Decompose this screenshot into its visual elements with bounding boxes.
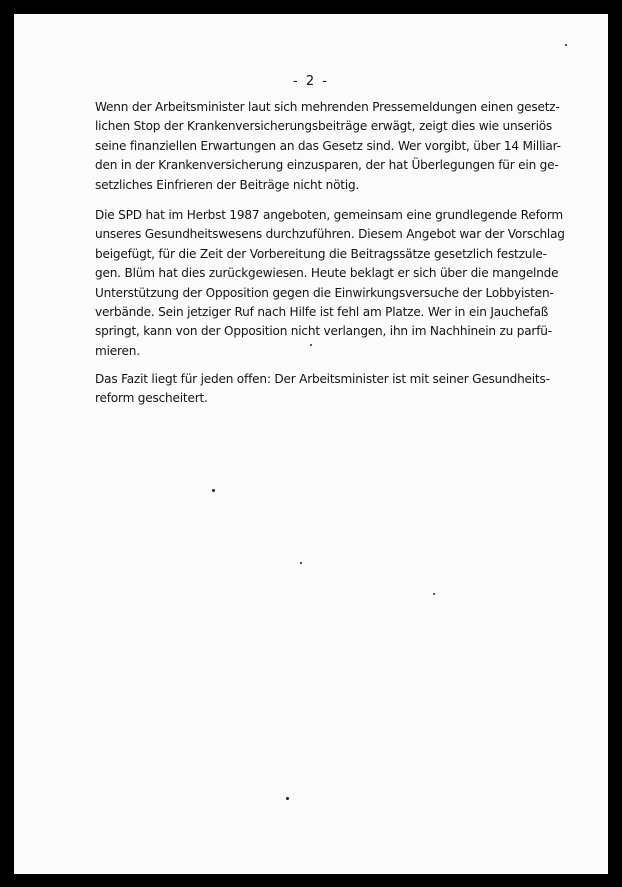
text-line: Wenn der Arbeitsminister laut sich mehrenden Pressemeldungen einen gesetz- [95, 100, 560, 114]
text-line: unseres Gesundheitswesens durchzuführen. Diesem Angebot war der Vorschlag [95, 227, 565, 242]
scan-speck [565, 44, 567, 46]
text-line: beigefügt, für die Zeit der Vorbereitung die Beitragssätze gesetzlich festzule- [95, 246, 547, 261]
text-line: seine finanziellen Erwartungen an das Gesetz sind. Wer vorgibt, über 14 Milliar- [95, 138, 561, 153]
text-line: springt, kann von der Opposition nicht verlangen, ihn im Nachhinein zu parfü- [95, 324, 552, 339]
text-line: Das Fazit liegt für jeden offen: Der Arbeitsminister ist mit seiner Gesundheits- [95, 372, 550, 386]
scan-speck [300, 562, 302, 564]
text-line: Unterstützung der Opposition gegen die Einwirkungsversuche der Lobbyisten- [95, 285, 554, 300]
text-line: mieren. [95, 343, 140, 358]
scan-speck [433, 593, 435, 595]
paragraph-1 [95, 98, 561, 195]
scan-speck [212, 489, 215, 492]
text-line: verbände. Sein jetziger Ruf nach Hilfe ist fehl am Platze. Wer in ein Jauchefaß [95, 305, 549, 320]
text-line: setzliches Einfrieren der Beiträge nicht nötig. [95, 177, 360, 192]
text-line: den in der Krankenversicherung einzusparen, der hat Überlegungen für ein ge- [95, 158, 559, 173]
scan-speck [286, 797, 289, 800]
scan-speck [310, 344, 312, 346]
text-line: lichen Stop der Krankenversicherungsbeiträge erwägt, zeigt dies wie unseriös [95, 119, 553, 134]
page-number: - 2 - [293, 74, 329, 89]
paragraph-3 [95, 370, 555, 409]
paragraph-2 [95, 206, 565, 361]
document-page [14, 14, 608, 874]
text-line: reform gescheitert. [95, 391, 208, 406]
text-line: gen. Blüm hat dies zurückgewiesen. Heute beklagt er sich über die mangelnde [95, 266, 559, 281]
text-line: Die SPD hat im Herbst 1987 angeboten, gemeinsam eine grundlegende Reform [95, 208, 563, 222]
